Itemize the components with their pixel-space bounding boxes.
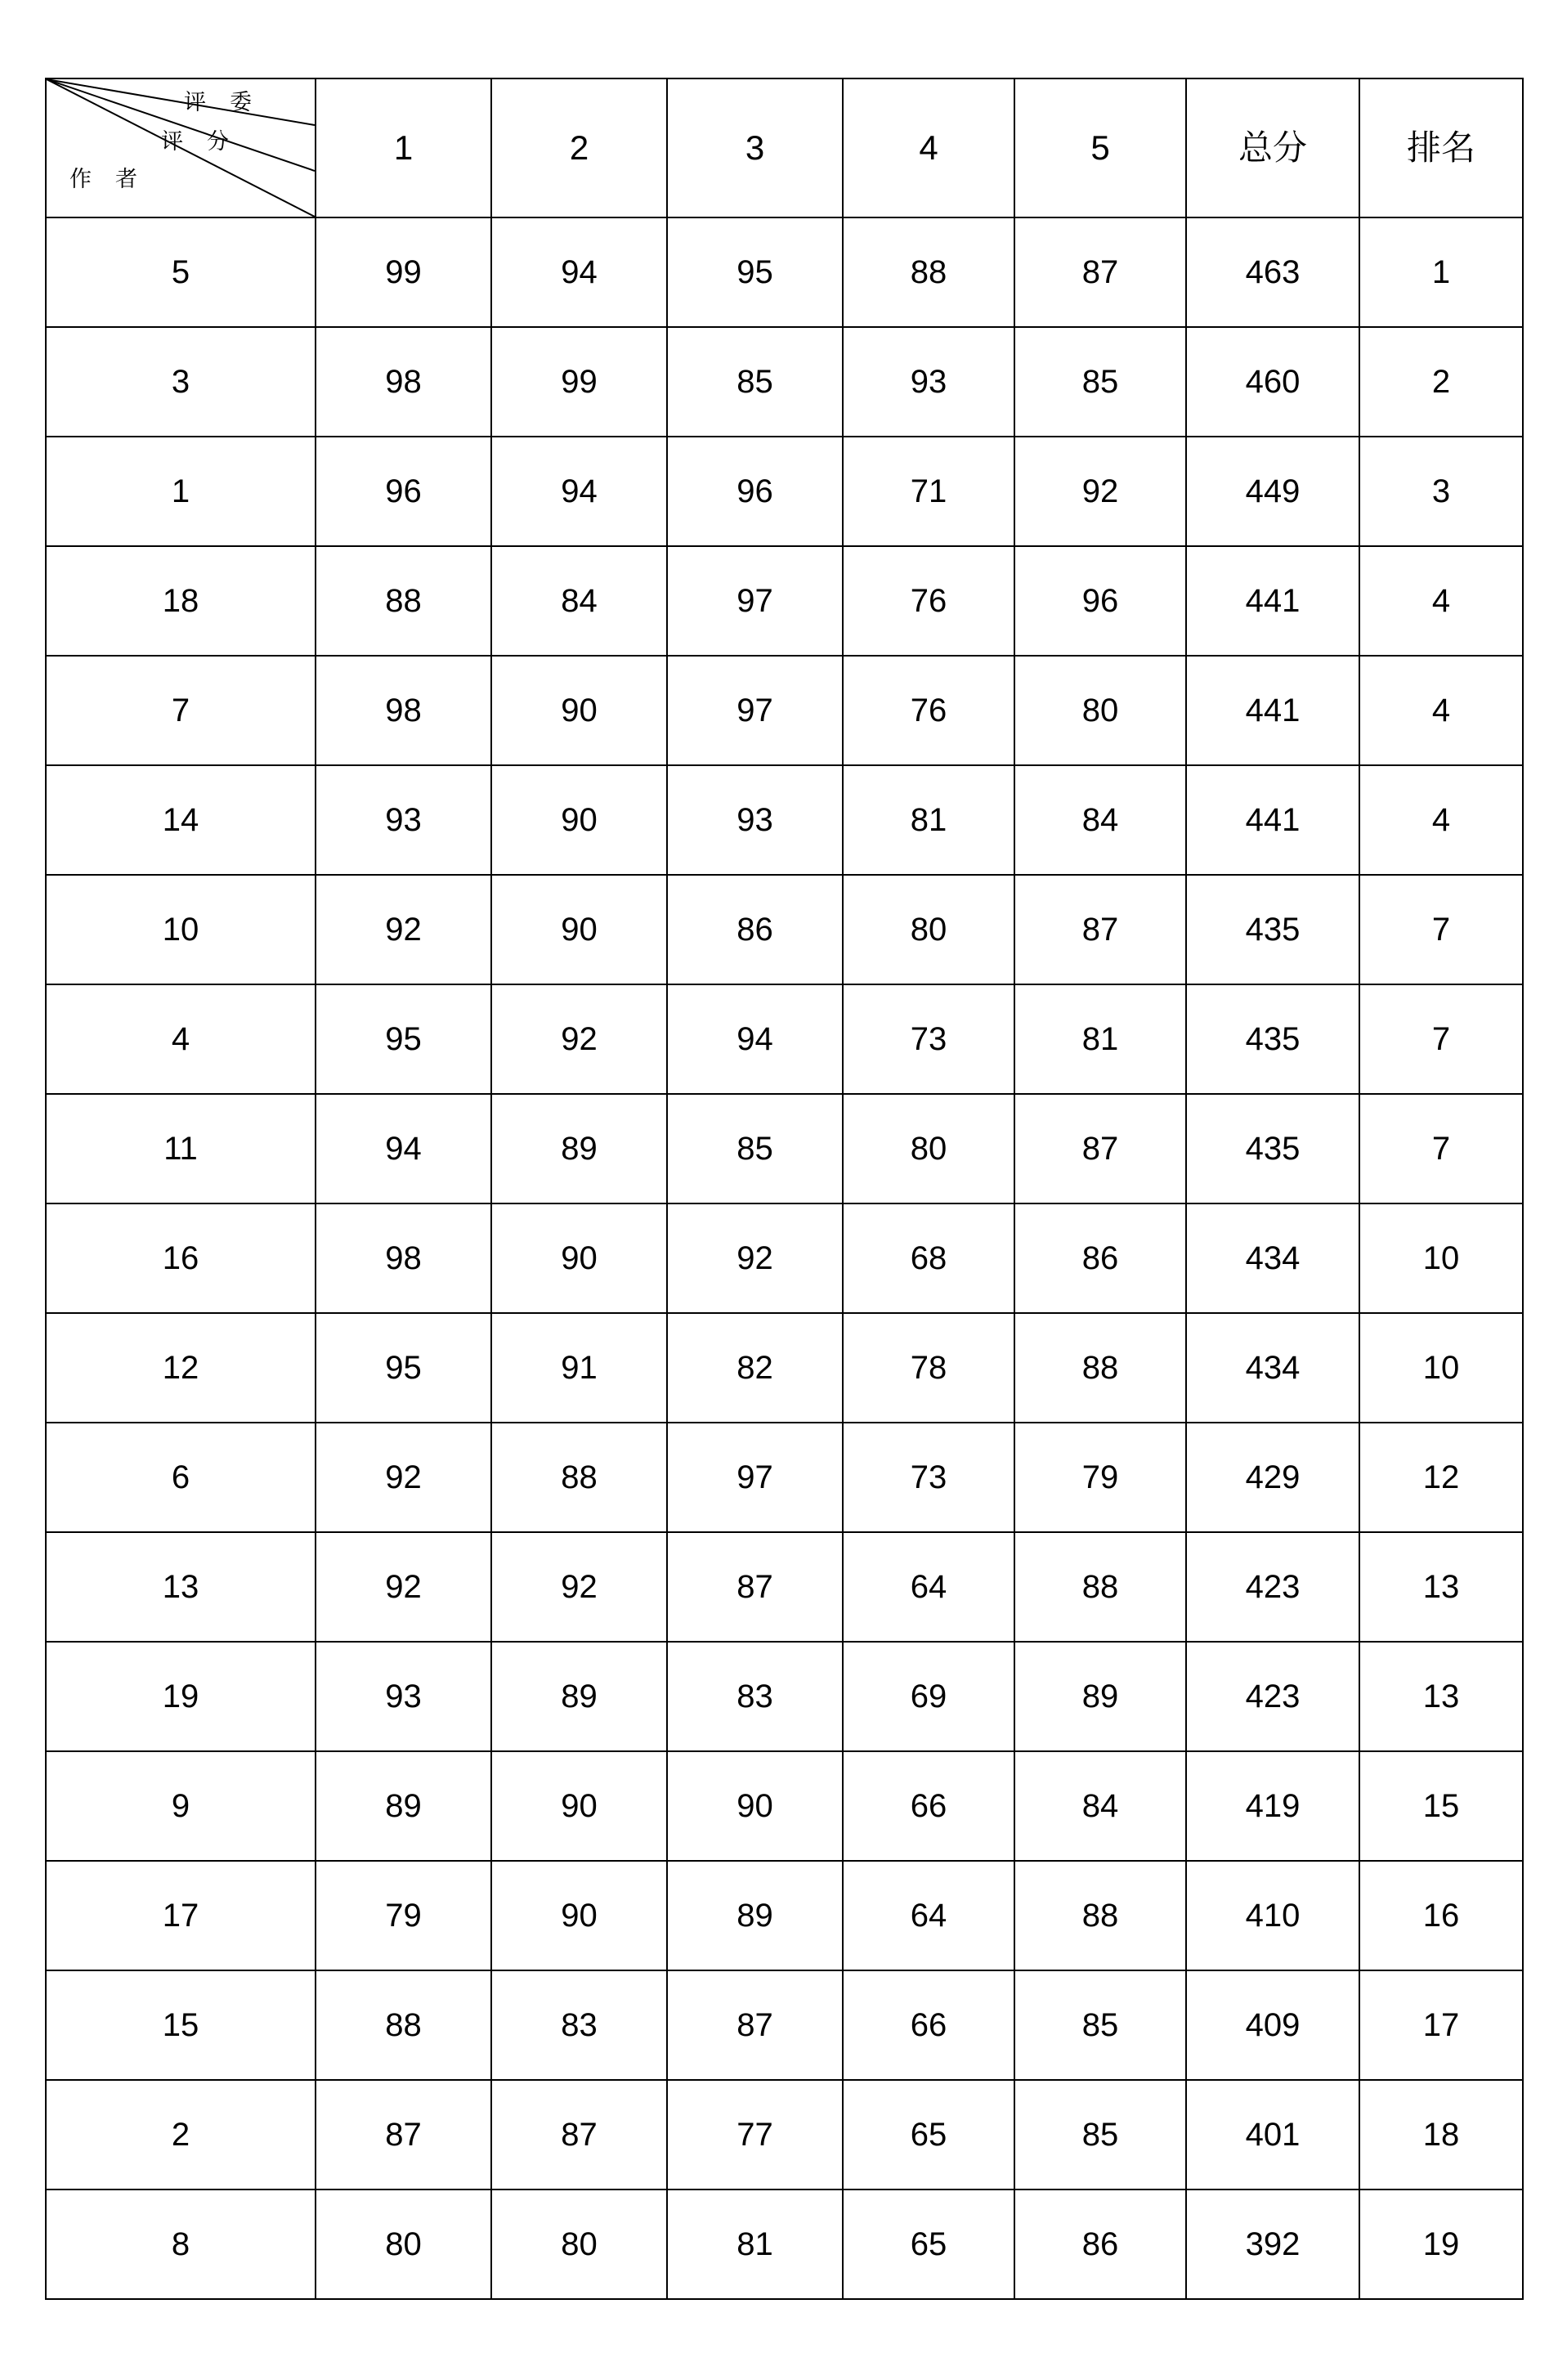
cell-score-2: 87 [491, 2080, 667, 2190]
cell-rank: 13 [1359, 1532, 1523, 1642]
cell-score-4: 80 [843, 875, 1014, 984]
cell-total: 410 [1186, 1861, 1359, 1970]
cell-rank: 4 [1359, 546, 1523, 656]
scores-table [45, 78, 1524, 2300]
cell-score-4: 76 [843, 546, 1014, 656]
column-header-total: 总分 [1186, 78, 1359, 217]
cell-score-4: 73 [843, 1423, 1014, 1532]
cell-total: 392 [1186, 2190, 1359, 2299]
cell-score-5: 85 [1014, 2080, 1186, 2190]
cell-score-4: 88 [843, 217, 1014, 327]
table-row [46, 656, 1523, 765]
cell-rank: 2 [1359, 327, 1523, 437]
table-header-row [46, 78, 1523, 217]
cell-score-5: 80 [1014, 656, 1186, 765]
cell-score-4: 65 [843, 2080, 1014, 2190]
table-row [46, 1751, 1523, 1861]
cell-total: 423 [1186, 1532, 1359, 1642]
cell-rank: 15 [1359, 1751, 1523, 1861]
cell-score-3: 97 [667, 1423, 843, 1532]
cell-score-3: 85 [667, 1094, 843, 1203]
cell-score-3: 94 [667, 984, 843, 1094]
cell-score-1: 95 [316, 984, 491, 1094]
cell-score-3: 81 [667, 2190, 843, 2299]
cell-score-1: 80 [316, 2190, 491, 2299]
corner-judge-label: 评 委 [184, 90, 253, 114]
column-header-judge-3: 3 [667, 78, 843, 217]
cell-score-1: 98 [316, 1203, 491, 1313]
cell-score-1: 88 [316, 1970, 491, 2080]
cell-score-5: 88 [1014, 1861, 1186, 1970]
cell-author: 5 [46, 217, 316, 327]
cell-rank: 10 [1359, 1203, 1523, 1313]
cell-rank: 17 [1359, 1970, 1523, 2080]
cell-score-3: 92 [667, 1203, 843, 1313]
cell-score-4: 93 [843, 327, 1014, 437]
cell-score-3: 82 [667, 1313, 843, 1423]
cell-rank: 12 [1359, 1423, 1523, 1532]
cell-score-3: 93 [667, 765, 843, 875]
cell-score-2: 90 [491, 656, 667, 765]
table-row [46, 875, 1523, 984]
cell-rank: 16 [1359, 1861, 1523, 1970]
cell-total: 435 [1186, 1094, 1359, 1203]
cell-score-1: 89 [316, 1751, 491, 1861]
corner-header-cell [46, 78, 316, 217]
table-row [46, 1203, 1523, 1313]
cell-score-3: 89 [667, 1861, 843, 1970]
column-header-judge-1: 1 [316, 78, 491, 217]
cell-author: 16 [46, 1203, 316, 1313]
cell-author: 9 [46, 1751, 316, 1861]
cell-score-4: 66 [843, 1751, 1014, 1861]
cell-score-5: 87 [1014, 875, 1186, 984]
cell-score-4: 66 [843, 1970, 1014, 2080]
cell-score-2: 89 [491, 1094, 667, 1203]
cell-author: 4 [46, 984, 316, 1094]
cell-score-5: 86 [1014, 2190, 1186, 2299]
cell-score-3: 96 [667, 437, 843, 546]
cell-score-1: 88 [316, 546, 491, 656]
table-row [46, 2190, 1523, 2299]
cell-score-1: 93 [316, 765, 491, 875]
corner-score-label: 评 分 [161, 129, 230, 154]
cell-total: 441 [1186, 765, 1359, 875]
cell-rank: 7 [1359, 1094, 1523, 1203]
cell-score-4: 76 [843, 656, 1014, 765]
cell-score-5: 89 [1014, 1642, 1186, 1751]
cell-score-4: 64 [843, 1532, 1014, 1642]
cell-total: 429 [1186, 1423, 1359, 1532]
cell-score-1: 98 [316, 327, 491, 437]
cell-total: 423 [1186, 1642, 1359, 1751]
cell-score-3: 77 [667, 2080, 843, 2190]
cell-score-5: 88 [1014, 1313, 1186, 1423]
table-row [46, 546, 1523, 656]
table-row [46, 327, 1523, 437]
cell-score-1: 98 [316, 656, 491, 765]
cell-score-3: 85 [667, 327, 843, 437]
cell-score-1: 87 [316, 2080, 491, 2190]
cell-total: 441 [1186, 546, 1359, 656]
cell-score-2: 94 [491, 437, 667, 546]
cell-author: 19 [46, 1642, 316, 1751]
cell-score-3: 97 [667, 656, 843, 765]
column-header-rank: 排名 [1359, 78, 1523, 217]
cell-score-1: 99 [316, 217, 491, 327]
cell-score-5: 81 [1014, 984, 1186, 1094]
cell-score-2: 99 [491, 327, 667, 437]
table-row [46, 1642, 1523, 1751]
cell-total: 460 [1186, 327, 1359, 437]
table-row [46, 1423, 1523, 1532]
cell-score-4: 73 [843, 984, 1014, 1094]
table-row [46, 217, 1523, 327]
cell-rank: 18 [1359, 2080, 1523, 2190]
cell-author: 7 [46, 656, 316, 765]
cell-score-5: 79 [1014, 1423, 1186, 1532]
cell-author: 18 [46, 546, 316, 656]
cell-score-2: 90 [491, 1203, 667, 1313]
cell-score-2: 90 [491, 765, 667, 875]
cell-total: 435 [1186, 875, 1359, 984]
cell-score-4: 81 [843, 765, 1014, 875]
cell-score-1: 94 [316, 1094, 491, 1203]
cell-score-3: 97 [667, 546, 843, 656]
cell-score-4: 78 [843, 1313, 1014, 1423]
cell-score-1: 79 [316, 1861, 491, 1970]
cell-score-2: 90 [491, 1751, 667, 1861]
cell-score-5: 92 [1014, 437, 1186, 546]
table-row [46, 1532, 1523, 1642]
cell-score-2: 89 [491, 1642, 667, 1751]
cell-author: 6 [46, 1423, 316, 1532]
cell-author: 17 [46, 1861, 316, 1970]
cell-score-1: 92 [316, 1423, 491, 1532]
cell-score-2: 88 [491, 1423, 667, 1532]
cell-score-3: 86 [667, 875, 843, 984]
cell-score-1: 92 [316, 875, 491, 984]
cell-rank: 4 [1359, 656, 1523, 765]
cell-total: 449 [1186, 437, 1359, 546]
cell-author: 12 [46, 1313, 316, 1423]
cell-score-3: 87 [667, 1970, 843, 2080]
cell-score-3: 87 [667, 1532, 843, 1642]
cell-score-5: 96 [1014, 546, 1186, 656]
column-header-judge-2: 2 [491, 78, 667, 217]
cell-author: 13 [46, 1532, 316, 1642]
table-row [46, 437, 1523, 546]
cell-author: 11 [46, 1094, 316, 1203]
cell-score-2: 80 [491, 2190, 667, 2299]
cell-score-5: 87 [1014, 217, 1186, 327]
table-row [46, 1861, 1523, 1970]
cell-total: 401 [1186, 2080, 1359, 2190]
cell-score-4: 71 [843, 437, 1014, 546]
cell-score-5: 86 [1014, 1203, 1186, 1313]
cell-rank: 19 [1359, 2190, 1523, 2299]
cell-score-4: 69 [843, 1642, 1014, 1751]
cell-score-5: 85 [1014, 327, 1186, 437]
cell-score-2: 90 [491, 1861, 667, 1970]
cell-score-4: 64 [843, 1861, 1014, 1970]
table-row [46, 1970, 1523, 2080]
cell-score-2: 83 [491, 1970, 667, 2080]
cell-score-3: 95 [667, 217, 843, 327]
table-row [46, 2080, 1523, 2190]
cell-rank: 13 [1359, 1642, 1523, 1751]
cell-score-5: 88 [1014, 1532, 1186, 1642]
column-header-judge-5: 5 [1014, 78, 1186, 217]
cell-total: 434 [1186, 1313, 1359, 1423]
cell-total: 434 [1186, 1203, 1359, 1313]
table-row [46, 984, 1523, 1094]
cell-author: 2 [46, 2080, 316, 2190]
cell-score-1: 96 [316, 437, 491, 546]
cell-rank: 3 [1359, 437, 1523, 546]
cell-score-2: 92 [491, 1532, 667, 1642]
cell-score-1: 92 [316, 1532, 491, 1642]
table-row [46, 1094, 1523, 1203]
cell-score-1: 95 [316, 1313, 491, 1423]
cell-total: 441 [1186, 656, 1359, 765]
cell-score-5: 85 [1014, 1970, 1186, 2080]
cell-total: 435 [1186, 984, 1359, 1094]
cell-author: 1 [46, 437, 316, 546]
cell-score-2: 91 [491, 1313, 667, 1423]
cell-author: 10 [46, 875, 316, 984]
corner-author-label: 作 者 [69, 167, 138, 191]
cell-author: 8 [46, 2190, 316, 2299]
cell-rank: 4 [1359, 765, 1523, 875]
cell-score-4: 80 [843, 1094, 1014, 1203]
cell-score-5: 84 [1014, 765, 1186, 875]
cell-score-5: 87 [1014, 1094, 1186, 1203]
cell-total: 409 [1186, 1970, 1359, 2080]
table-row [46, 765, 1523, 875]
table-row [46, 1313, 1523, 1423]
cell-score-4: 65 [843, 2190, 1014, 2299]
cell-score-3: 90 [667, 1751, 843, 1861]
cell-rank: 1 [1359, 217, 1523, 327]
cell-author: 3 [46, 327, 316, 437]
cell-score-2: 94 [491, 217, 667, 327]
cell-score-1: 93 [316, 1642, 491, 1751]
cell-total: 419 [1186, 1751, 1359, 1861]
cell-score-2: 84 [491, 546, 667, 656]
cell-score-4: 68 [843, 1203, 1014, 1313]
cell-rank: 10 [1359, 1313, 1523, 1423]
cell-total: 463 [1186, 217, 1359, 327]
column-header-judge-4: 4 [843, 78, 1014, 217]
cell-rank: 7 [1359, 984, 1523, 1094]
cell-score-2: 92 [491, 984, 667, 1094]
cell-author: 15 [46, 1970, 316, 2080]
cell-score-3: 83 [667, 1642, 843, 1751]
cell-author: 14 [46, 765, 316, 875]
cell-score-2: 90 [491, 875, 667, 984]
cell-score-5: 84 [1014, 1751, 1186, 1861]
cell-rank: 7 [1359, 875, 1523, 984]
